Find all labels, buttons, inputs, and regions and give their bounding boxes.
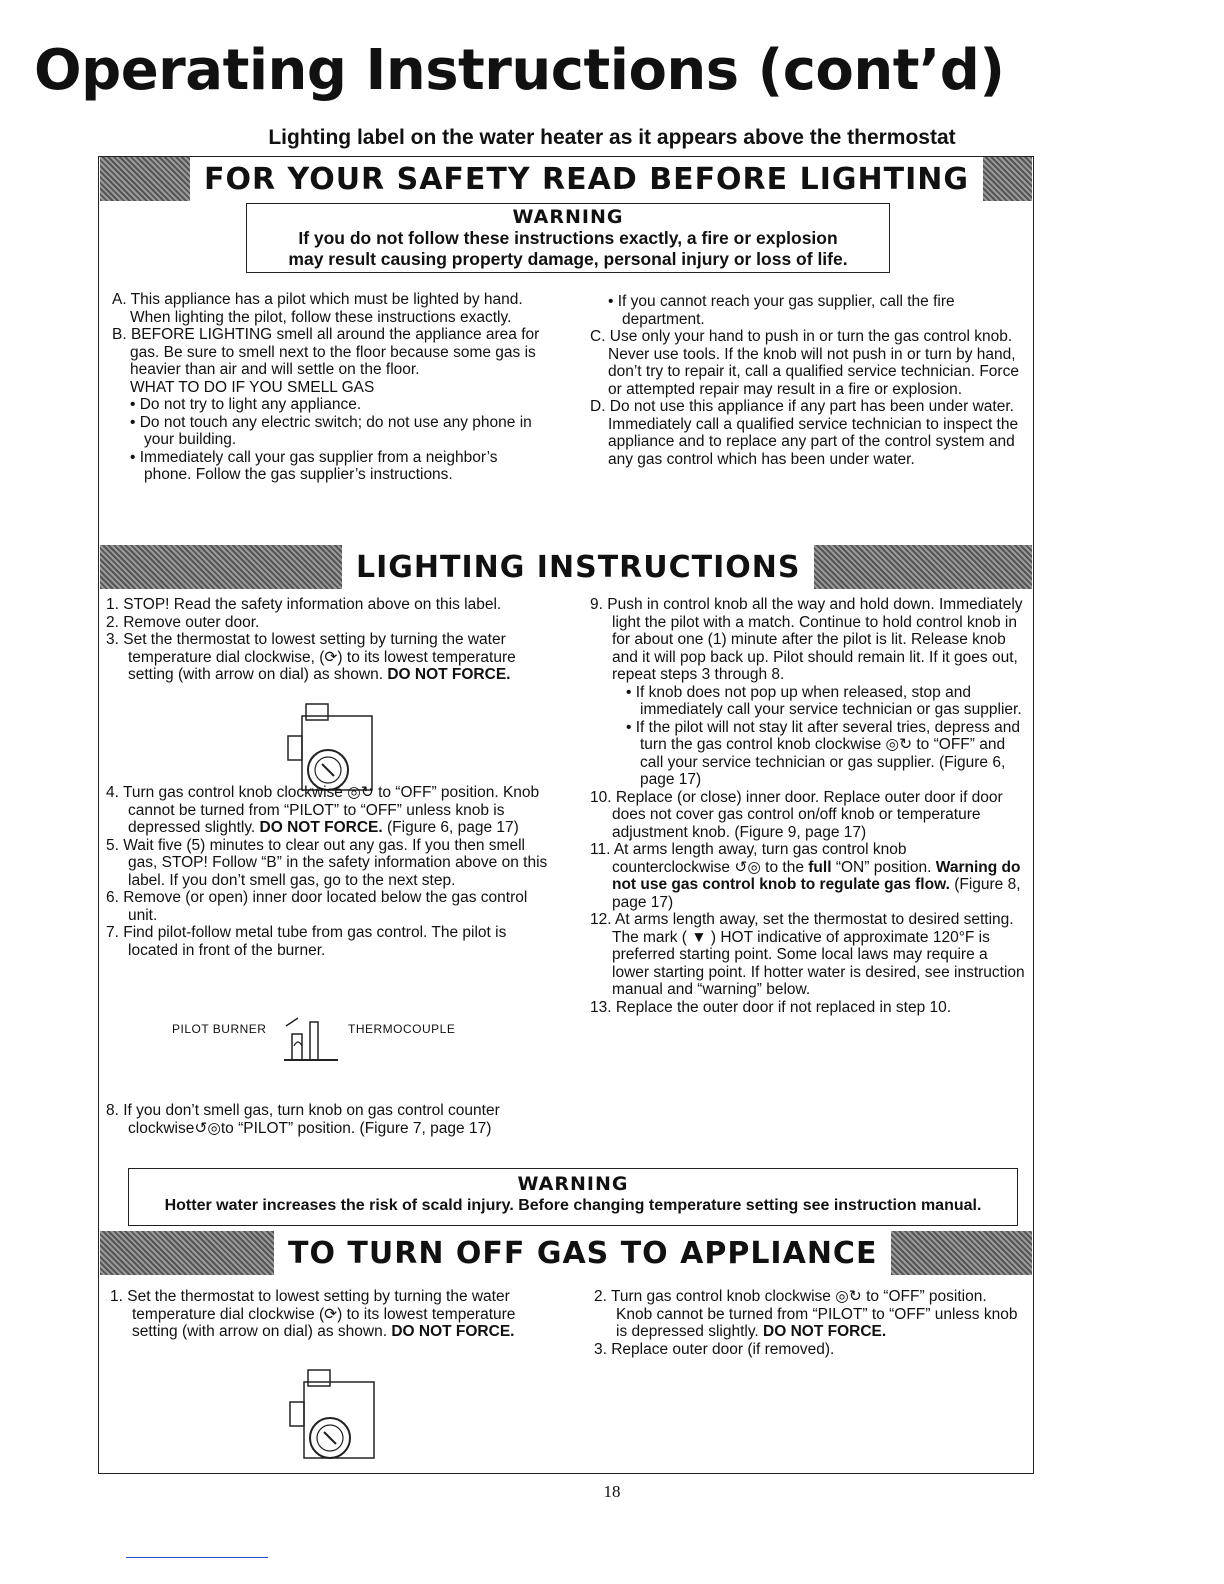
lighting-step-7: 7. Find pilot-follow metal tube from gas control. The pilot is located in front of the burner. (106, 924, 507, 959)
banner-stripe-right (983, 157, 1032, 201)
lighting-step-3: 3. Set the thermostat to lowest setting by turning the water temperature dial clockwise, (⟳) to its lowest temperature setting (with arrow on dial) as shown. DO NOT FORCE. (106, 631, 516, 683)
warning-line-2: may result causing property damage, personal injury or loss of life. (288, 249, 848, 269)
warning-title: WARNING (512, 206, 624, 228)
lighting-step-8: 8. If you don’t smell gas, turn knob on gas control counter clockwise↺◎to “PILOT” position. (Figure 7, page 17) (106, 1102, 500, 1137)
safety-bullet-2: • Do not touch any electric switch; do not use any phone in your building. (130, 413, 532, 448)
lighting-step-9-bullet-2: • If the pilot will not stay lit after several tries, depress and turn the gas control knob clockwise ◎↻ to “OFF” and call your service technician or gas supplier. (Figure 6, page 17) (626, 718, 1020, 788)
warning-line-1: If you do not follow these instructions exactly, a fire or explosion (298, 228, 838, 248)
safety-banner-title: FOR YOUR SAFETY READ BEFORE LIGHTING (204, 161, 969, 197)
safety-item-b: B. BEFORE LIGHTING smell all around the appliance area for gas. Be sure to smell next to the floor because some gas is heavier than air and will settle on the floor. (112, 326, 540, 378)
lighting-banner-title: LIGHTING INSTRUCTIONS (356, 549, 801, 585)
lighting-left-column-2 (106, 784, 550, 959)
page-subtitle: Lighting label on the water heater as it appears above the thermostat (268, 126, 956, 149)
clockwise-arrow-icon: ⟳ (324, 1305, 338, 1323)
lighting-step-2: 2. Remove outer door. (106, 613, 260, 631)
footer-rule (126, 1557, 268, 1558)
safety-item-a: A. This appliance has a pilot which must be lighted by hand. When lighting the pilot, follow these instructions exactly. (112, 291, 523, 326)
pilot-burner-figure (278, 1016, 348, 1064)
knob-clockwise-icon: ◎↻ (347, 784, 374, 801)
lighting-step-5: 5. Wait five (5) minutes to clear out any gas. If you then smell gas, STOP! Follow “B” in the safety information above on this label. If you don’t smell gas, go to the next step. (106, 836, 548, 889)
lighting-right-column (590, 596, 1026, 1016)
thermostat-dial-figure (282, 698, 382, 798)
warning-box (246, 203, 890, 273)
lighting-left-column-3 (106, 1102, 550, 1137)
lighting-left-column (106, 596, 550, 684)
banner-stripe-right (814, 545, 1032, 589)
scald-warning-title: WARNING (517, 1173, 629, 1195)
turnoff-step-3: 3. Replace outer door (if removed). (594, 1340, 835, 1358)
what-to-do-heading: WHAT TO DO IF YOU SMELL GAS (130, 378, 375, 396)
page-number: 18 (603, 1482, 621, 1501)
lighting-step-4: 4. Turn gas control knob clockwise ◎↻ to “OFF” position. Knob cannot be turned from “PILOT” to “OFF” unless knob is depressed slightly. DO NOT FORCE. (Figure 6, page 17) (106, 784, 540, 836)
thermostat-dial-figure-2 (284, 1366, 384, 1466)
lighting-step-12: 12. At arms length away, set the thermostat to desired setting. The mark ( ▼ ) HOT indicative of approximate 120°F is preferred starting point. Some local laws may require a lower starting point. If hotter water is desired, see instruction manual and “warning” below. (590, 911, 1025, 998)
lighting-step-13: 13. Replace the outer door if not replaced in step 10. (590, 998, 952, 1016)
banner-stripe-left (100, 157, 190, 201)
lighting-step-11: 11. At arms length away, turn gas control knob counterclockwise ↺◎ to the full “ON” position. Warning do not use gas control knob to regulate gas flow. (Figure 8, page 17) (590, 841, 1021, 911)
safety-bullet-1: • Do not try to light any appliance. (130, 396, 362, 413)
safety-bullet-4: • If you cannot reach your gas supplier, call the fire department. (608, 293, 955, 328)
safety-left-column (112, 291, 546, 484)
thermocouple-label: THERMOCOUPLE (348, 1022, 456, 1036)
safety-item-c: C. Use only your hand to push in or turn the gas control knob. Never use tools. If the knob will not push in or turn by hand, don’t try to repair it, call a qualified service technician. Force or attempted repair may result in a fire or explosion. (590, 328, 1019, 398)
safety-item-d: D. Do not use this appliance if any part has been under water. Immediately call a qualified service technician to inspect the appliance and to replace any part of the control system and any gas control which has been under water. (590, 398, 1019, 468)
lighting-step-9-bullet-1: • If knob does not pop up when released, stop and immediately call your service technician or gas supplier. (626, 683, 1022, 718)
lighting-banner (100, 544, 1032, 590)
safety-right-column (590, 293, 1026, 468)
pilot-burner-label: PILOT BURNER (172, 1022, 267, 1036)
lighting-step-9: 9. Push in control knob all the way and hold down. Immediately light the pilot with a match. Continue to hold control knob in for about one (1) minute after the pilot is lit. Release knob and it will pop back up. Pilot should remain lit. If it goes out, repeat steps 3 through 8. (590, 596, 1023, 683)
lighting-step-10: 10. Replace (or close) inner door. Replace outer door if door does not cover gas control on/off knob or temperature adjustment knob. (Figure 9, page 17) (590, 788, 1003, 841)
scald-warning-text: Hotter water increases the risk of scald injury. Before changing temperature setting see instruction manual. (164, 1197, 982, 1214)
knob-counterclockwise-icon: ↺◎ (194, 1119, 221, 1137)
lighting-step-6: 6. Remove (or open) inner door located below the gas control unit. (106, 889, 528, 924)
lighting-step-1: 1. STOP! Read the safety information above on this label. (106, 596, 502, 613)
turnoff-step-1: 1. Set the thermostat to lowest setting by turning the water temperature dial clockwise (⟳) to its lowest temperature setting (with arrow on dial) as shown. DO NOT FORCE. (110, 1288, 516, 1340)
banner-stripe-left (100, 545, 342, 589)
turnoff-banner-title: TO TURN OFF GAS TO APPLIANCE (288, 1235, 878, 1271)
safety-banner (100, 156, 1032, 202)
turnoff-left-column (110, 1288, 552, 1341)
turnoff-banner (100, 1230, 1032, 1276)
turnoff-right-column (594, 1288, 1026, 1358)
banner-stripe-left (100, 1231, 274, 1275)
turnoff-step-2: 2. Turn gas control knob clockwise ◎↻ to “OFF” position. Knob cannot be turned from “PILOT” to “OFF” unless knob is depressed slightly. DO NOT FORCE. (594, 1288, 1018, 1340)
safety-bullet-3: • Immediately call your gas supplier from a neighbor’s phone. Follow the gas supplier’s instructions. (130, 448, 498, 483)
banner-stripe-right (891, 1231, 1032, 1275)
knob-clockwise-icon: ◎↻ (835, 1288, 862, 1305)
knob-counterclockwise-icon: ↺◎ (734, 858, 761, 876)
knob-clockwise-icon: ◎↻ (885, 736, 913, 753)
clockwise-arrow-icon: ⟳ (324, 648, 338, 666)
page-title: Operating Instructions (cont’d) (34, 38, 1005, 103)
scald-warning-box (128, 1168, 1018, 1226)
